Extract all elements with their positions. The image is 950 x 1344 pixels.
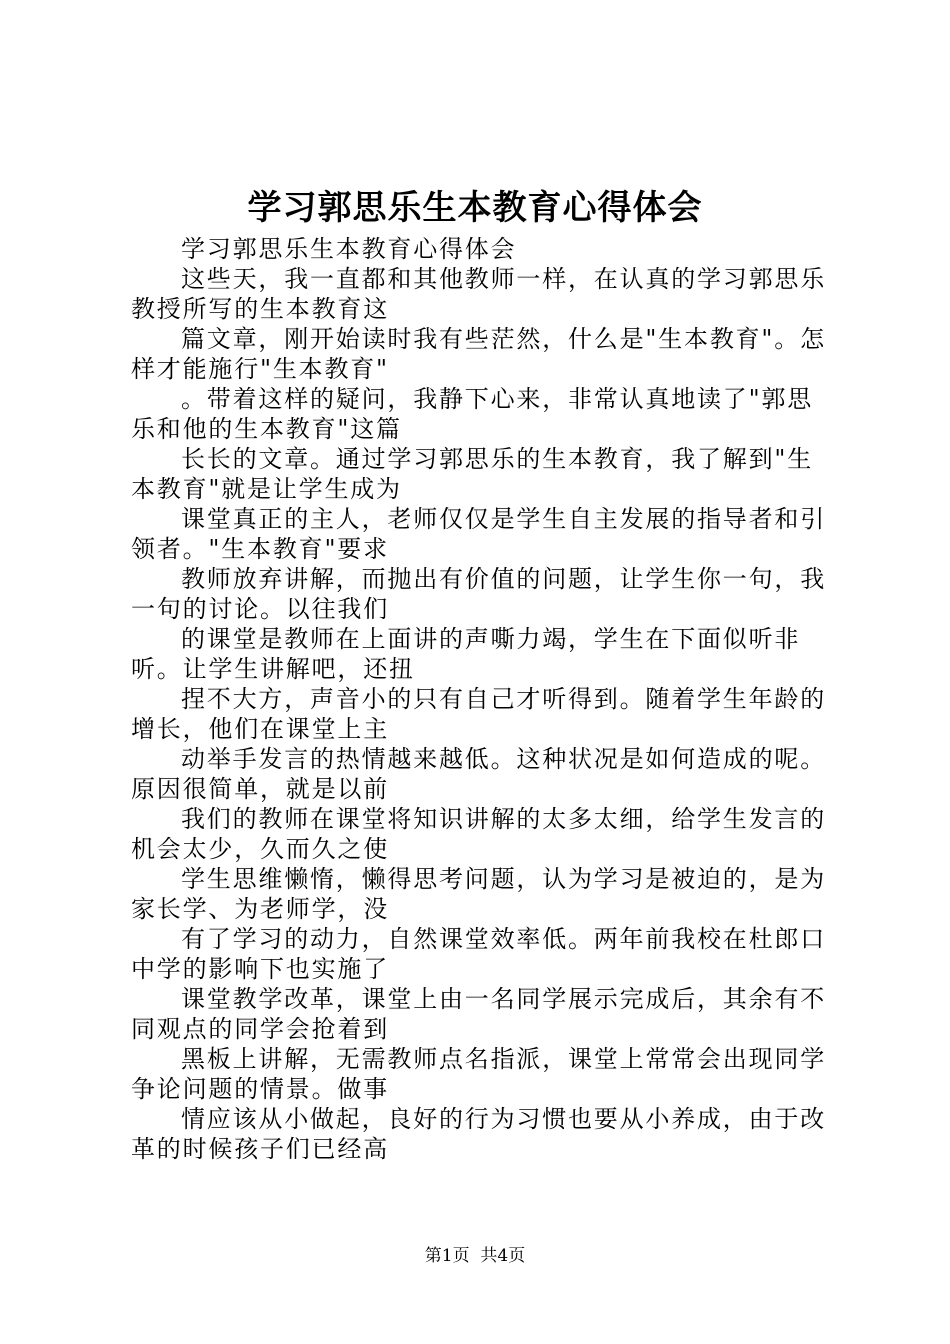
- paragraph: 动举手发言的热情越来越低。这种状况是如何造成的呢。原因很简单，就是以前: [131, 745, 826, 803]
- paragraph: 课堂真正的主人，老师仅仅是学生自主发展的指导者和引领者。"生本教育"要求: [131, 505, 826, 563]
- document-subtitle: 学习郭思乐生本教育心得体会: [181, 235, 517, 263]
- paragraph: 的课堂是教师在上面讲的声嘶力竭，学生在下面似听非听。让学生讲解吧，还扭: [131, 625, 801, 683]
- paragraph: 。带着这样的疑问，我静下心来，非常认真地读了"郭思乐和他的生本教育"这篇: [131, 385, 814, 443]
- paragraph: 黑板上讲解，无需教师点名指派，课堂上常常会出现同学争论问题的情景。做事: [131, 1045, 826, 1103]
- paragraph: 我们的教师在课堂将知识讲解的太多太细，给学生发言的机会太少，久而久之使: [131, 805, 826, 863]
- paragraph: 学生思维懒惰，懒得思考问题，认为学习是被迫的，是为家长学、为老师学，没: [131, 865, 826, 923]
- paragraph: 这些天，我一直都和其他教师一样，在认真的学习郭思乐教授所写的生本教育这: [131, 265, 826, 323]
- paragraph: 捏不大方，声音小的只有自己才听得到。随着学生年龄的增长，他们在课堂上主: [131, 685, 826, 743]
- page-footer: [0, 1245, 950, 1267]
- paragraph: 教师放弃讲解，而抛出有价值的问题，让学生你一句，我一句的讨论。以往我们: [131, 565, 826, 623]
- page-number: 第1页: [424, 1246, 470, 1266]
- paragraph: 长长的文章。通过学习郭思乐的生本教育，我了解到"生本教育"就是让学生成为: [131, 445, 814, 503]
- paragraph: 课堂教学改革，课堂上由一名同学展示完成后，其余有不同观点的同学会抢着到: [131, 985, 826, 1043]
- paragraph: 篇文章，刚开始读时我有些茫然，什么是"生本教育"。怎样才能施行"生本教育": [131, 325, 826, 383]
- paragraph: 有了学习的动力，自然课堂效率低。两年前我校在杜郎口中学的影响下也实施了: [131, 925, 826, 983]
- paragraph: 情应该从小做起，良好的行为习惯也要从小养成，由于改革的时候孩子们已经高: [131, 1105, 826, 1163]
- document-body: [131, 234, 836, 1164]
- document-title: 学习郭思乐生本教育心得体会: [247, 188, 703, 228]
- page-total: 共4页: [480, 1246, 526, 1266]
